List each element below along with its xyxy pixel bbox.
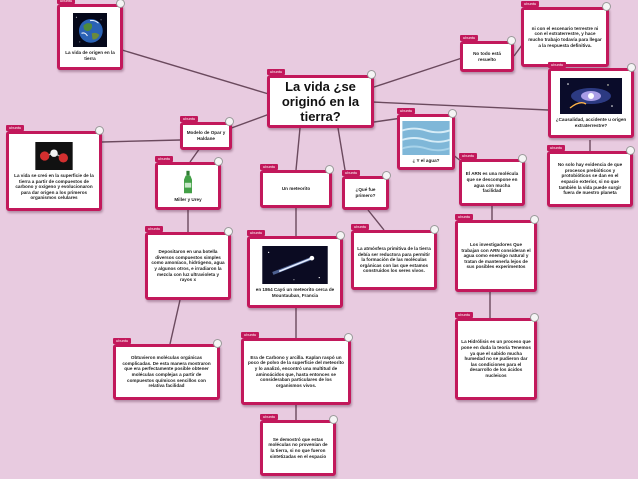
node-text: La Hidrólisis es un proceso que pone en duda la teoría Tenemos ya que el sabido mucha humedad no se pudieron dar las condiciones para el desarrollo de los ácidos nucleicos <box>461 339 531 378</box>
edge-quefue-atmosfera <box>368 210 384 230</box>
node-miller[interactable] <box>155 156 221 210</box>
node-text: Depositaron en una botella diversos compuestos simples como amoníaco, hidrógeno, agua y algunos otros, e irradiaron la mezcla con luz ultravioleta y rayos x <box>151 249 225 283</box>
node-tag: ubuntu <box>548 62 566 68</box>
node-botella[interactable] <box>145 226 231 300</box>
node-tag: ubuntu <box>113 338 131 344</box>
molecule-image <box>34 142 74 170</box>
node-tag: ubuntu <box>260 414 278 420</box>
pin-icon <box>627 63 636 72</box>
node-text: ¿Causalidad, accidente u origen extraterrestre? <box>555 117 627 128</box>
node-tag: ubuntu <box>241 332 259 338</box>
node-tag: ubuntu <box>397 108 415 114</box>
node-tag: ubuntu <box>180 116 198 122</box>
pin-icon <box>325 165 334 174</box>
node-text: Obtuvieron moléculas orgánicas complicadas. De esta manera mostraron que era perfectamente posible obtener moléculas complejas a partir de compuestos químicos sencillos con relativa facilidad <box>122 355 211 389</box>
pin-icon <box>344 333 353 342</box>
earth-image <box>73 13 107 47</box>
node-tag: ubuntu <box>459 153 477 159</box>
pin-icon <box>224 227 233 236</box>
pin-icon <box>336 231 345 240</box>
pin-icon <box>530 215 539 224</box>
node-tag: ubuntu <box>460 35 478 41</box>
node-text: Los investigadores Que trabajan con ARN consideran el agua como enemigo natural y tratan de mantenerla lejos de sus posibles experimentos <box>461 242 531 270</box>
bottle-image <box>180 170 196 194</box>
node-tag: ubuntu <box>57 0 75 4</box>
node-text: ni con el escenario terrestre ni con el extraterrestre, y hace mucho trabajo todavía para llegar a la respuesta definitiva. <box>528 25 602 48</box>
pin-icon <box>448 109 457 118</box>
node-no-todo-resuelto[interactable] <box>460 35 514 72</box>
water-image <box>401 121 451 155</box>
edge-central-quefue <box>338 128 346 176</box>
node-arn[interactable] <box>459 153 525 206</box>
node-text: La atmósfera primitiva de la tierra debía ser reductora para permitir la formación de las moléculas orgánicas con las que estamos construidos los seres vivos. <box>357 246 431 274</box>
pin-icon <box>530 313 539 322</box>
node-tag: ubuntu <box>342 170 360 176</box>
pin-icon <box>214 157 223 166</box>
node-tag: ubuntu <box>260 164 278 170</box>
node-tag: ubuntu <box>521 1 539 7</box>
pin-icon <box>329 415 338 424</box>
pin-icon <box>213 339 222 348</box>
pin-icon <box>382 171 391 180</box>
pin-icon <box>626 146 635 155</box>
pin-icon <box>367 70 376 79</box>
node-investigadores[interactable] <box>455 214 537 292</box>
node-tag: ubuntu <box>455 214 473 220</box>
node-hidrolisis[interactable] <box>455 312 537 400</box>
node-escenario[interactable] <box>521 1 609 67</box>
node-tag: ubuntu <box>455 312 473 318</box>
node-tag: ubuntu <box>6 125 24 131</box>
node-meteorito[interactable] <box>260 164 332 208</box>
node-text: La vida ¿se originó en la tierra? <box>281 79 360 124</box>
edge-central-tierra <box>122 50 272 95</box>
node-text: Miller y Urey <box>174 197 202 203</box>
node-tag: ubuntu <box>155 156 173 162</box>
node-text: La vida de origen en la tierra <box>65 50 115 61</box>
node-text: La vida se creó en la superficie de la tierra a partir de compuestos de carbono y oxígeno y evolucionaron para dar origen a los primeros organismos celulares <box>14 173 94 201</box>
pin-icon <box>95 126 104 135</box>
node-text: Un meteorito <box>281 186 311 192</box>
node-meteorito-1864[interactable] <box>247 230 343 308</box>
node-text: No solo hay evidencia de que procesos prebióticos y protobióticos se dan en el espacio exterior, si no que también la vida puede surgir fuera de nuestro planeta <box>557 162 623 196</box>
node-text: El ARN es una molécula que se descompone en agua con mucha facilidad <box>465 171 519 194</box>
node-tag: ubuntu <box>145 226 163 232</box>
node-text: ¿ Y el agua? <box>412 158 440 164</box>
pin-icon <box>430 225 439 234</box>
node-casualidad[interactable] <box>548 62 634 138</box>
node-molecular[interactable] <box>6 125 102 211</box>
edge-central-meteorito <box>296 128 300 170</box>
node-text: en 1864 Cayó un meteorito cerca de Mountauban, Francia <box>255 287 335 298</box>
pin-icon <box>602 2 611 11</box>
pin-icon <box>507 36 516 45</box>
node-text: Se demostró que estas moléculas no provenían de la tierra, si no que fueron sintetizadas en el espacio <box>268 436 328 459</box>
pin-icon <box>518 154 527 163</box>
node-demostro[interactable] <box>260 414 336 476</box>
edge-central-noresuelto <box>365 58 462 90</box>
central-question-node[interactable] <box>267 69 374 128</box>
meteor-image <box>261 246 329 284</box>
node-text: No todo está resuelto <box>473 50 501 62</box>
node-obtuvieron[interactable] <box>113 338 220 400</box>
node-atmosfera[interactable] <box>351 224 437 290</box>
node-text: Era de Carbono y arcilla. Kaplan raspó un poco de polvo de la superficie del meteorito y lo analizó, encontró una multitud de aminoácidos que, hasta entonces se consideraban particulares de los organismos vivos. <box>248 354 344 388</box>
node-tag: ubuntu <box>247 230 265 236</box>
node-tag: ubuntu <box>547 145 565 151</box>
edge-oparin-miller <box>190 148 200 162</box>
edge-botella-obtuvieron <box>170 300 180 344</box>
node-que-fue-primero[interactable] <box>342 170 389 210</box>
galaxy-image <box>560 78 622 114</box>
node-tag: ubuntu <box>351 224 369 230</box>
node-agua[interactable] <box>397 108 455 170</box>
node-text: ¿Qué fue primero? <box>355 187 376 198</box>
node-text: Modelo de Opar y Haldane <box>186 130 226 141</box>
node-oparin[interactable] <box>180 116 232 150</box>
node-tag: ubuntu <box>267 69 285 75</box>
node-tierra[interactable] <box>57 0 123 70</box>
node-evidencia[interactable] <box>547 145 633 207</box>
edge-oparin-molecular <box>102 140 180 142</box>
pin-icon <box>225 117 234 126</box>
node-carbono[interactable] <box>241 332 351 405</box>
